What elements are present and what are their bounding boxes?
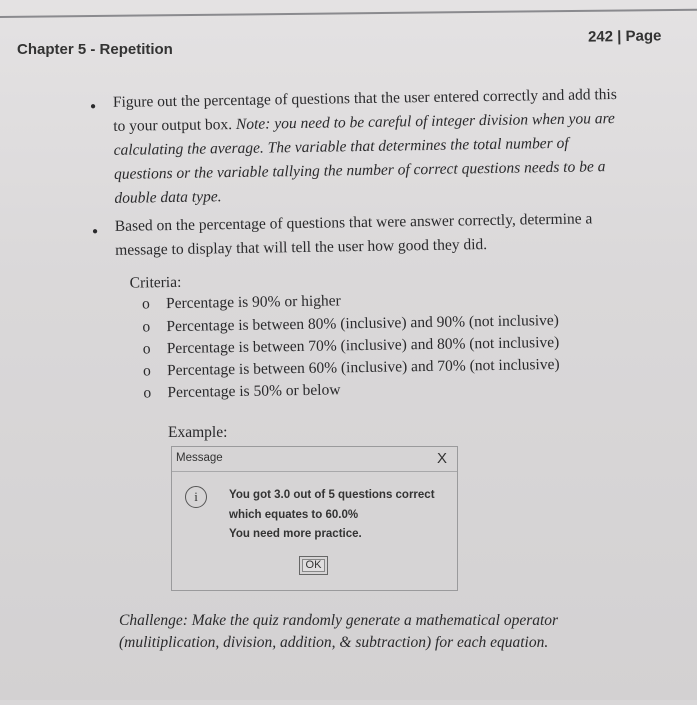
paragraph-line: Figure out the percentage of questions that the user entered correctly and add this — [112, 85, 617, 111]
dialog-message-line: You need more practice. — [229, 528, 362, 540]
bullet-paragraph-1 — [113, 82, 675, 211]
paragraph-line: to your output box. Note: you need to be careful of integer division when you are — [113, 110, 615, 135]
challenge-line: Challenge: Make the quiz randomly generate a mathematical operator — [119, 612, 559, 629]
criteria-title: Criteria: — [129, 273, 182, 292]
dialog-divider — [172, 471, 457, 472]
chapter-title: Chapter 5 - Repetition — [17, 41, 173, 58]
bullet-icon: • — [91, 221, 99, 242]
dialog-message-line: You got 3.0 out of 5 questions correct — [229, 489, 435, 501]
criteria-item: o Percentage is 50% or below — [143, 381, 341, 402]
bullet-paragraph-2 — [115, 206, 676, 263]
paragraph-line: double data type. — [114, 188, 222, 207]
dialog-title: Message — [176, 452, 223, 464]
paragraph-line: Based on the percentage of questions that were answer correctly, determine a — [114, 210, 593, 235]
criteria-item: o Percentage is between 80% (inclusive) and 90% (not inclusive) — [142, 311, 560, 336]
ok-button[interactable]: OK — [299, 556, 328, 575]
criteria-item: o Percentage is 90% or higher — [141, 292, 341, 313]
paragraph-line: calculating the average. The variable that determines the total number of — [113, 134, 569, 159]
info-icon: i — [185, 486, 207, 508]
challenge-line: (mulitiplication, division, addition, & subtraction) for each equation. — [119, 634, 549, 651]
message-dialog — [171, 446, 458, 591]
example-label: Example: — [168, 424, 228, 441]
paragraph-line: questions or the variable tallying the number of correct questions needs to be a — [113, 158, 606, 183]
dialog-message-line: which equates to 60.0% — [229, 509, 359, 521]
bullet-icon: • — [89, 96, 97, 117]
close-icon[interactable]: X — [436, 450, 447, 467]
paragraph-line: message to display that will tell the user how good they did. — [115, 236, 488, 259]
criteria-item: o Percentage is between 60% (inclusive) and 70% (not inclusive) — [142, 355, 560, 380]
challenge-text — [119, 610, 599, 654]
page-number: 242 | Page — [587, 27, 662, 46]
criteria-item: o Percentage is between 70% (inclusive) and 80% (not inclusive) — [142, 333, 560, 358]
